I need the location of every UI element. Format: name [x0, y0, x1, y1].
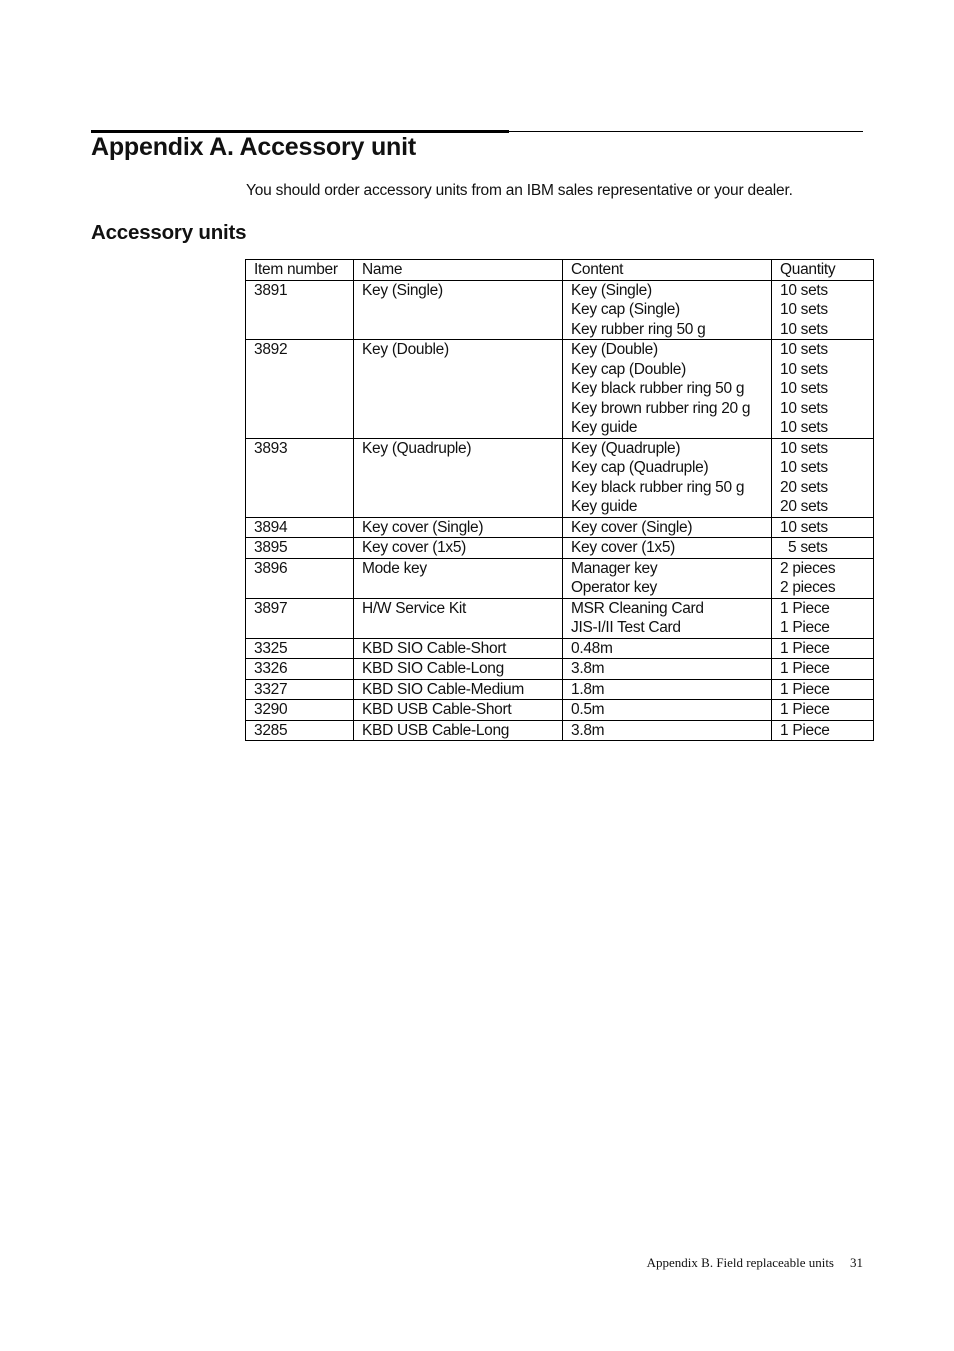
cell-item-number: 3897: [246, 598, 354, 638]
content-line: Key cover (1x5): [571, 539, 676, 556]
cell-item-number: 3895: [246, 538, 354, 559]
cell-item-number: 3285: [246, 720, 354, 741]
content-line: 0.48m: [571, 639, 613, 657]
table-row: [246, 517, 874, 538]
content-line: Key cap (Single): [571, 301, 680, 318]
content-line: Key (Quadruple): [571, 439, 681, 457]
content-line: MSR Cleaning Card: [571, 599, 704, 617]
table-row: [246, 340, 874, 439]
page-footer: [647, 1255, 863, 1271]
quantity-line: 1 Piece: [780, 599, 830, 617]
quantity-line: 20 sets: [780, 498, 828, 515]
cell-quantity: [772, 340, 874, 439]
cell-name: Key cover (1x5): [354, 538, 563, 559]
content-line: Key guide: [571, 419, 638, 436]
quantity-line: 10 sets: [780, 360, 828, 378]
cell-content: [563, 679, 772, 700]
cell-item-number: 3290: [246, 700, 354, 721]
content-line: Key cover (Single): [571, 518, 693, 536]
quantity-line: 10 sets: [780, 459, 828, 476]
header-item-number: Item number: [246, 260, 354, 281]
quantity-line: 10 sets: [780, 518, 828, 536]
cell-quantity: [772, 659, 874, 680]
cell-content: [563, 340, 772, 439]
cell-quantity: [772, 517, 874, 538]
quantity-line: 10 sets: [780, 380, 828, 397]
quantity-line: 1 Piece: [780, 639, 830, 657]
table-header-row: [246, 260, 874, 281]
quantity-line: 20 sets: [780, 478, 828, 496]
quantity-line: 5 sets: [788, 539, 828, 556]
table-row: [246, 280, 874, 340]
quantity-line: 10 sets: [780, 341, 828, 358]
quantity-line: 10 sets: [780, 439, 828, 457]
cell-content: [563, 638, 772, 659]
content-line: JIS-I/II Test Card: [571, 619, 681, 636]
quantity-line: 1 Piece: [780, 680, 830, 698]
quantity-line: 2 pieces: [780, 559, 836, 577]
cell-content: [563, 558, 772, 598]
cell-quantity: [772, 700, 874, 721]
cell-name: KBD USB Cable-Short: [354, 700, 563, 721]
cell-name: KBD SIO Cable-Short: [354, 638, 563, 659]
cell-item-number: 3891: [246, 280, 354, 340]
cell-name: Mode key: [354, 558, 563, 598]
cell-content: [563, 700, 772, 721]
cell-name: H/W Service Kit: [354, 598, 563, 638]
cell-quantity: [772, 679, 874, 700]
content-line: Key brown rubber ring 20 g: [571, 399, 751, 417]
cell-quantity: [772, 280, 874, 340]
quantity-line: 2 pieces: [780, 579, 836, 596]
quantity-line: 10 sets: [780, 281, 828, 299]
quantity-line: 1 Piece: [780, 701, 830, 718]
table-row: [246, 598, 874, 638]
table-row: [246, 438, 874, 517]
content-line: Operator key: [571, 579, 657, 596]
cell-content: [563, 720, 772, 741]
cell-item-number: 3892: [246, 340, 354, 439]
content-line: 3.8m: [571, 721, 605, 739]
content-line: Key guide: [571, 498, 638, 515]
cell-item-number: 3326: [246, 659, 354, 680]
cell-quantity: [772, 438, 874, 517]
content-line: Key black rubber ring 50 g: [571, 478, 745, 496]
quantity-line: 1 Piece: [780, 721, 830, 739]
content-line: 3.8m: [571, 660, 605, 677]
content-line: 1.8m: [571, 680, 605, 698]
content-line: Key cap (Double): [571, 360, 686, 378]
content-line: Key rubber ring 50 g: [571, 320, 706, 338]
table-row: [246, 538, 874, 559]
table-row: [246, 700, 874, 721]
cell-content: [563, 438, 772, 517]
footer-text: Appendix B. Field replaceable units: [646, 1255, 834, 1270]
quantity-line: 1 Piece: [780, 660, 830, 677]
header-name: Name: [354, 260, 563, 281]
content-line: Key (Single): [571, 281, 652, 299]
quantity-line: 10 sets: [780, 301, 828, 318]
table-row: [246, 720, 874, 741]
content-line: Key cap (Quadruple): [571, 459, 709, 476]
quantity-line: 10 sets: [780, 419, 828, 436]
cell-item-number: 3325: [246, 638, 354, 659]
header-quantity: Quantity: [772, 260, 874, 281]
header-content: Content: [563, 260, 772, 281]
cell-content: [563, 517, 772, 538]
cell-content: [563, 280, 772, 340]
quantity-line: 10 sets: [780, 320, 828, 338]
cell-name: KBD SIO Cable-Long: [354, 659, 563, 680]
content-line: Key (Double): [571, 341, 658, 358]
chapter-rule-thin: [509, 131, 863, 132]
cell-content: [563, 659, 772, 680]
content-line: Manager key: [571, 559, 658, 577]
table-row: [246, 638, 874, 659]
cell-name: Key (Quadruple): [354, 438, 563, 517]
cell-item-number: 3327: [246, 679, 354, 700]
table-body: [246, 280, 874, 741]
page-number: 31: [850, 1255, 863, 1270]
quantity-line: 1 Piece: [780, 619, 830, 636]
cell-quantity: [772, 598, 874, 638]
cell-content: [563, 598, 772, 638]
cell-item-number: 3894: [246, 517, 354, 538]
cell-quantity: [772, 538, 874, 559]
section-title: Accessory units: [91, 221, 247, 244]
cell-quantity: [772, 558, 874, 598]
accessory-table: [245, 259, 874, 741]
content-line: 0.5m: [571, 701, 605, 718]
quantity-line: 10 sets: [780, 399, 828, 417]
cell-name: Key cover (Single): [354, 517, 563, 538]
cell-item-number: 3896: [246, 558, 354, 598]
cell-name: KBD USB Cable-Long: [354, 720, 563, 741]
table-row: [246, 659, 874, 680]
cell-name: Key (Double): [354, 340, 563, 439]
table-row: [246, 679, 874, 700]
intro-text: You should order accessory units from an IBM sales representative or your dealer.: [246, 182, 793, 199]
cell-content: [563, 538, 772, 559]
cell-name: KBD SIO Cable-Medium: [354, 679, 563, 700]
chapter-title: Appendix A. Accessory unit: [91, 133, 416, 161]
cell-quantity: [772, 720, 874, 741]
content-line: Key black rubber ring 50 g: [571, 380, 745, 397]
cell-quantity: [772, 638, 874, 659]
cell-item-number: 3893: [246, 438, 354, 517]
table-row: [246, 558, 874, 598]
cell-name: Key (Single): [354, 280, 563, 340]
